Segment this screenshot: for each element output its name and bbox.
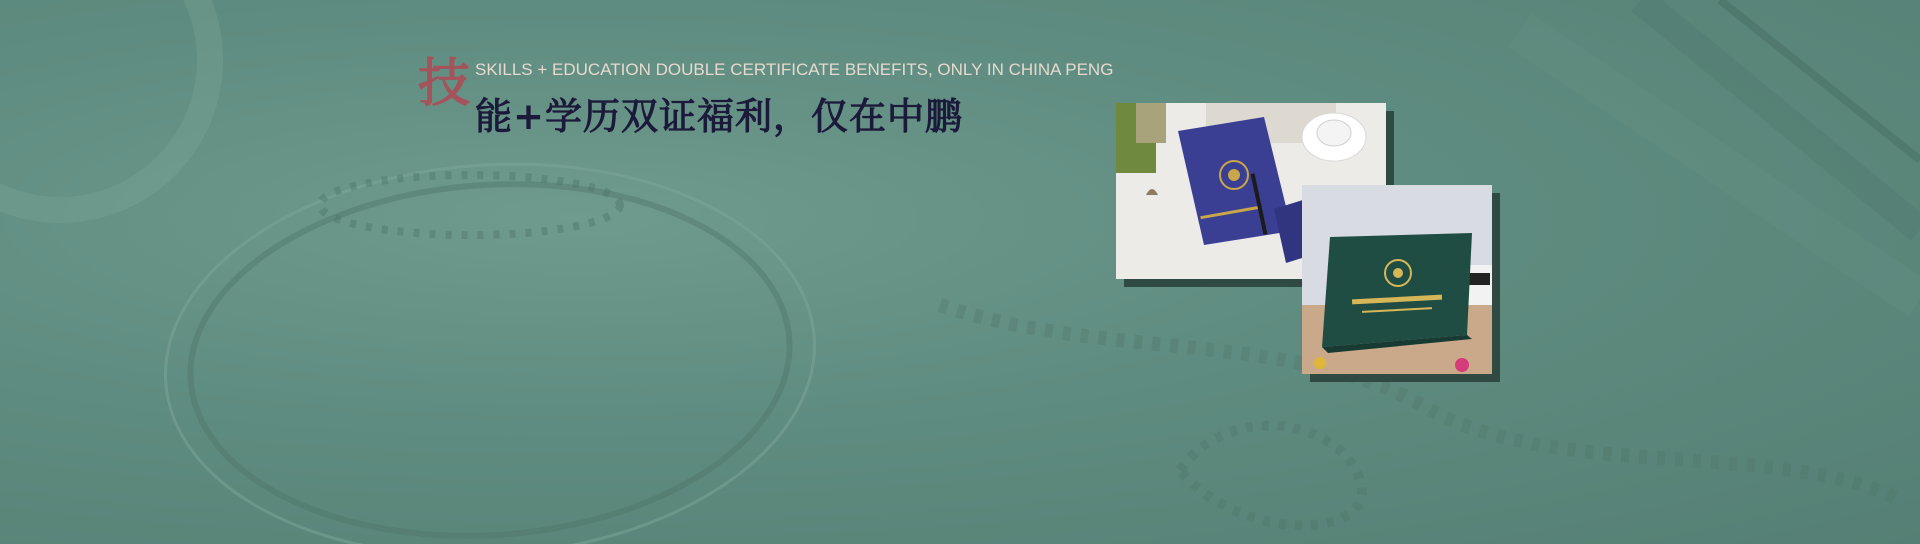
certificate-photo-green <box>1302 185 1492 374</box>
heading-big-char: 技 <box>418 54 471 114</box>
heading-subtitle-en: SKILLS + EDUCATION DOUBLE CERTIFICATE BENEFITS, ONLY IN CHINA PENG <box>475 60 1114 79</box>
heading-title-cn: 能+学历双证福利，仅在中鹏 <box>475 95 964 138</box>
